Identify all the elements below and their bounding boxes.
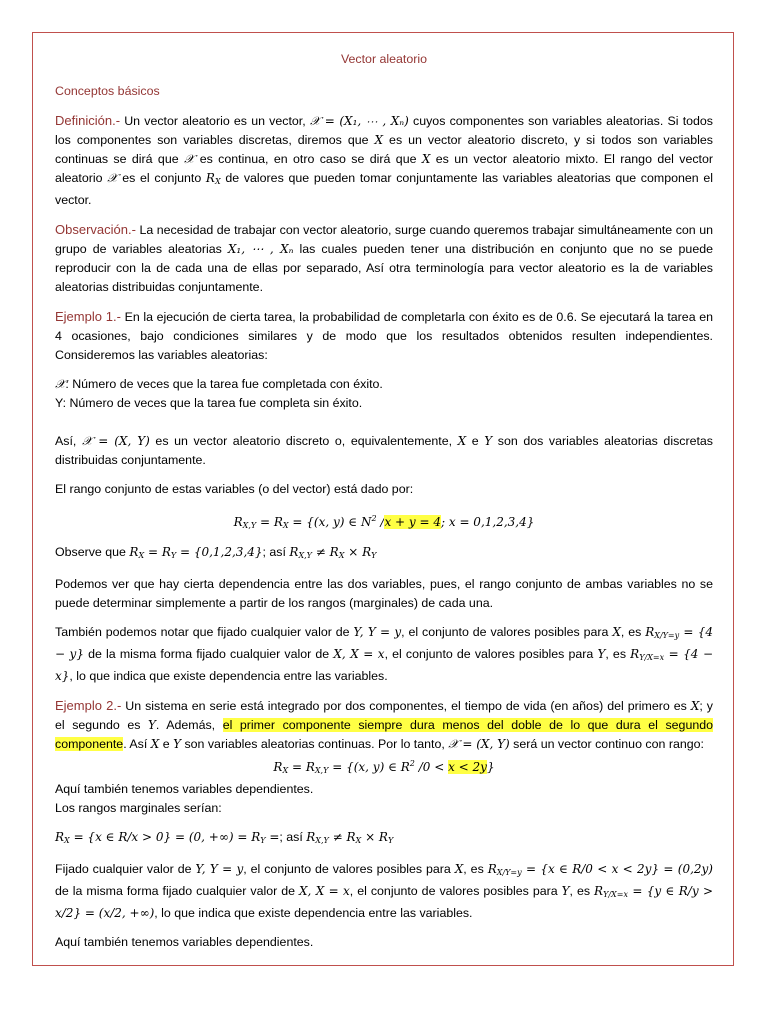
- text: . Además,: [155, 718, 223, 732]
- example2-paragraph: [55, 696, 713, 754]
- text: Un vector aleatorio es un vector,: [120, 114, 310, 128]
- text: será un vector continuo con rango:: [509, 737, 704, 751]
- example1-label: Ejemplo 1.-: [55, 309, 121, 324]
- text: , el conjunto de valores posibles para: [384, 647, 598, 661]
- math: 𝒳 = (X, Y): [448, 737, 510, 751]
- text: e: [466, 434, 485, 448]
- text: ; así: [279, 830, 307, 844]
- math: X, X = x: [299, 884, 350, 898]
- math: $R_{X/Y=y} = \{4 - y\}$: [55, 625, 714, 661]
- text: las cuales pueden tener una distribución en conjunto que no se puede reproducir con la de cada una de ellas por separado, Así otra terminología para vector aleatorio es la de variables aleatorias distribuidas conjuntamente.: [55, 242, 713, 294]
- text: es un vector aleatorio discreto o, equivalentemente,: [149, 434, 458, 448]
- math: $R_{Y/X=x} = \{4 - x\}$: [55, 647, 714, 683]
- math: X: [374, 133, 384, 147]
- text: e: [159, 737, 174, 751]
- math: X₁, ⋯ , Xₙ: [227, 242, 294, 256]
- text: , lo que indica que existe dependencia entre las variables.: [154, 906, 473, 920]
- section-heading: Conceptos básicos: [55, 84, 160, 98]
- dependent-note: Aquí también tenemos variables dependientes.: [55, 782, 314, 796]
- text: de la misma forma fijado cualquier valor de: [83, 647, 334, 661]
- math: 𝒳 = (X₁, ⋯ , Xₙ): [309, 114, 409, 128]
- math: $R_{X,Y} \ne R_X \times R_Y$: [306, 830, 394, 845]
- text: de valores que pueden tomar conjuntamente las variables aleatorias que componen el vector.: [55, 171, 713, 207]
- math: $R_X = \{x$ ∈ R/x > 0} = (0, +∞) = $R_Y$ =: [55, 830, 280, 845]
- text: La necesidad de trabajar con vector aleatorio, surge cuando queremos trabajar simultáneamente con un grupo de variables aleatorias: [55, 223, 713, 256]
- range-intro: El rango conjunto de estas variables (o del vector) está dado por:: [55, 482, 414, 496]
- math: X: [612, 625, 621, 639]
- page-title: Vector aleatorio: [340, 52, 428, 66]
- math: $R_{X,Y} \ne R_X \times R_Y$: [289, 545, 377, 560]
- text: Observe que: [55, 545, 130, 559]
- text: son dos variables aleatorias discretas distribuidas conjuntamente.: [55, 434, 714, 467]
- text: es un vector aleatorio mixto. El rango del vector aleatorio: [55, 152, 714, 185]
- text: ; y el segundo es: [55, 699, 713, 732]
- range-equation: $R_{X,Y} = R_X = \{(x$, y) ∈ $N^2$ /x + y = 4; x = 0,1,2,3,4}: [233, 514, 535, 530]
- math: Y: [147, 718, 156, 732]
- observe-paragraph: [55, 543, 713, 565]
- text: Fijado cualquier valor de: [55, 862, 196, 876]
- text: Así,: [55, 434, 82, 448]
- conditional-paragraph-2: [55, 860, 713, 923]
- observation-label: Observación.-: [55, 222, 136, 237]
- definition-label: Definición.-: [55, 113, 121, 128]
- math: 𝒳: [184, 152, 195, 166]
- math: X, X = x: [333, 647, 385, 661]
- math: Y, Y = y: [195, 862, 244, 876]
- example2-label: Ejemplo 2.-: [55, 698, 122, 713]
- math: X: [457, 434, 467, 448]
- conditional-paragraph-1: [55, 623, 713, 686]
- text: cuyos componentes son variables aleatorias. Si todos los componentes son variables discretas, diremos que: [55, 114, 714, 147]
- highlighted-condition: x + y = 4: [384, 515, 441, 529]
- math: Y: [484, 434, 493, 448]
- math: 𝒳 = (X, Y): [81, 434, 150, 448]
- math: X: [454, 862, 464, 876]
- math: $R_{X/Y=y} = \{x$ ∈ R/0 < x < 2y} = (0,2y): [487, 862, 713, 877]
- math: X: [421, 152, 431, 166]
- text: , es: [569, 884, 595, 898]
- math: X: [690, 699, 700, 713]
- text: de la misma forma fijado cualquier valor de: [55, 884, 299, 898]
- text: , es: [605, 647, 631, 661]
- math: Y, Y = y: [353, 625, 402, 639]
- text: es continua, en otro caso se dirá que: [194, 152, 422, 166]
- example2-range-equation: $R_X = R_{X,Y} = \{(x$, y) ∈ $R^2$ /0 < x < 2y}: [273, 759, 495, 775]
- math: $R_X$: [205, 171, 221, 186]
- highlighted-condition: x < 2y: [448, 760, 487, 774]
- vector-paragraph: [55, 432, 713, 470]
- y-definition: Y: Número de veces que la tarea fue completa sin éxito.: [55, 396, 363, 410]
- math: 𝒳: [55, 377, 66, 391]
- text: , lo que indica que existe dependencia entre las variables.: [69, 669, 388, 683]
- text: : Número de veces que la tarea fue completada con éxito.: [65, 377, 383, 391]
- math: $R_{Y/X=x} = \{y$ ∈ R/y > x/2} = (x/2, +∞): [55, 884, 714, 920]
- x-definition: [55, 375, 713, 394]
- dependence-paragraph: Podemos ver que hay cierta dependencia entre las dos variables, pues, el rango conjunto de ambas variables no se puede determinar simplemente a partir de los rangos (marginales) de cada una.: [55, 577, 713, 610]
- text: También podemos notar que fijado cualquier valor de: [55, 625, 354, 639]
- marginal-equation: [55, 828, 713, 850]
- math: Y: [561, 884, 570, 898]
- text: son variables aleatorias continuas. Por lo tanto,: [181, 737, 449, 751]
- text: es un vector aleatorio discreto, y si todos son variables continuas se dirá que: [55, 133, 713, 166]
- document-body: [55, 50, 713, 962]
- final-note: Aquí también tenemos variables dependientes.: [55, 935, 314, 949]
- text: es el conjunto: [117, 171, 206, 185]
- math: Y: [597, 647, 606, 661]
- definition-paragraph: [55, 111, 713, 210]
- math: $R_X = R_Y = \{0,1,2,3,4\}$: [129, 545, 263, 560]
- text: ; así: [262, 545, 290, 559]
- highlighted-statement: el primer componente siempre dura menos del doble de lo que dura el segundo componente: [55, 718, 714, 751]
- text: , el conjunto de valores posibles para: [243, 862, 455, 876]
- math: Y: [173, 737, 181, 751]
- text: , es: [620, 625, 646, 639]
- text: Un sistema en serie está integrado por dos componentes, el tiempo de vida (en años) del primero es: [121, 699, 691, 713]
- text: , el conjunto de valores posibles para: [349, 884, 562, 898]
- example1-paragraph: [55, 307, 713, 365]
- marginal-intro: Los rangos marginales serían:: [55, 801, 222, 815]
- observation-paragraph: [55, 220, 713, 297]
- math: X: [150, 737, 160, 751]
- text: , el conjunto de valores posibles para: [401, 625, 613, 639]
- text: . Así: [123, 737, 151, 751]
- text: , es: [463, 862, 488, 876]
- math: 𝒳: [107, 171, 118, 185]
- text: En la ejecución de cierta tarea, la probabilidad de completarla con éxito es de 0.6. Se ejecutará la tarea en 4 ocasiones, bajo condiciones similares y de modo que los resultados obtenidos resulten independientes. Consideremos las variables aleatorias:: [55, 310, 713, 362]
